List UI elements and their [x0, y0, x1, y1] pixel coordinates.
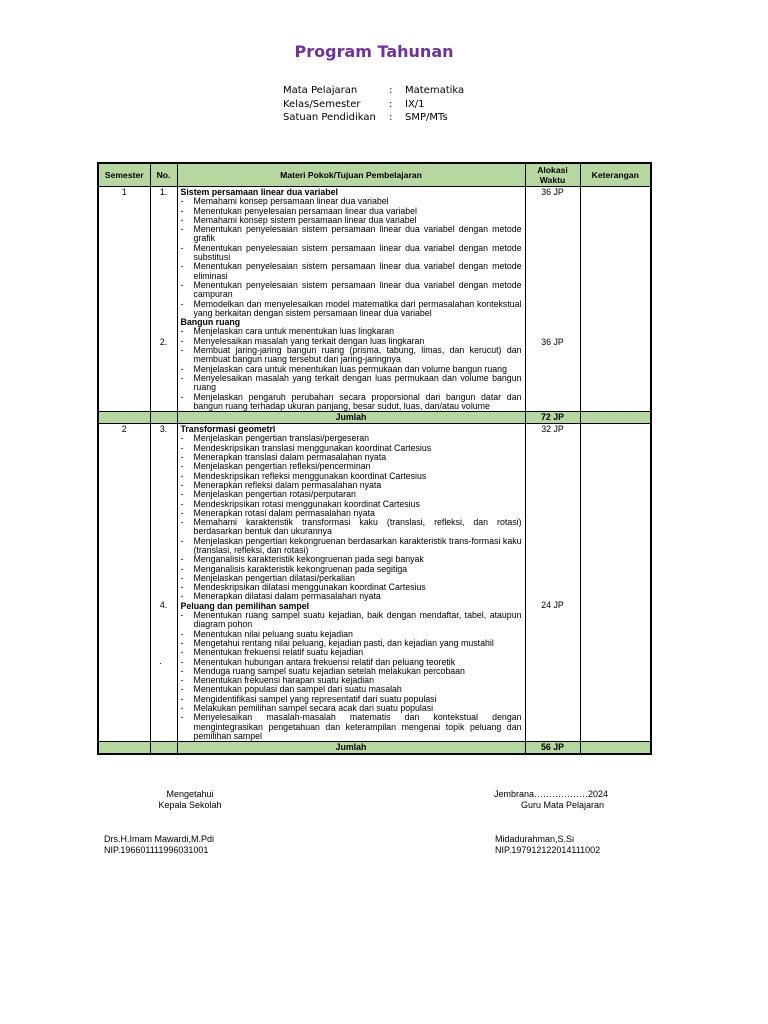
keterangan-cell	[580, 424, 651, 742]
signature-nip: NIP.196601111996031001	[104, 845, 209, 855]
sum-blank	[98, 742, 150, 755]
list-item: - Melakukan pemilihan sampel secara acak dari suatu populasi	[181, 704, 522, 713]
list-item: - Menentukan frekuensi harapan suatu kejadian	[181, 676, 522, 685]
sum-row	[98, 742, 651, 755]
signature-left-header	[140, 789, 240, 811]
list-item: - Menentukan hubungan antara frekuensi relatif dan peluang teoretik	[181, 658, 522, 667]
signature-left-name-block	[104, 834, 214, 856]
semester-cell: 2	[98, 424, 150, 742]
keterangan-cell	[580, 187, 651, 412]
signature-nip: NIP.197912122014111002	[495, 845, 601, 855]
signature-role: Guru Mata Pelajaran	[521, 800, 605, 810]
list-item: - Menerapkan dilatasi dalam permasalahan nyata	[181, 592, 522, 601]
list-item: - Menerapkan rotasi dalam permasalahan nyata	[181, 509, 522, 518]
header-alokasi: Alokasi Waktu	[525, 163, 580, 187]
list-item: - Menjelaskan pengertian kekongruenan berdasarkan karakteristik trans-formasi kaku (translasi, refleksi, dan rotasi)	[181, 537, 522, 556]
list-item: - Memodelkan dan menyelesaikan model matematika dari permasalahan kontekstual yang berkaitan dengan sistem persamaan linear dua variabel	[181, 300, 522, 319]
meta-value: Matematika	[405, 85, 465, 96]
list-item: - Memahami konsep sistem persamaan linear dua variabel	[181, 216, 522, 225]
meta-row-subject	[283, 84, 464, 98]
list-item: - Menerapkan translasi dalam permasalahan nyata	[181, 453, 522, 462]
number-cell	[150, 424, 177, 742]
list-item: - Menentukan populasi dan sampel dari suatu masalah	[181, 685, 522, 694]
allocation-value: 36 JP	[541, 337, 564, 347]
signature-name: Midadurahman,S.Si	[495, 834, 575, 844]
list-item: - Menentukan penyelesaian sistem persamaan linear dua variabel dengan metode eliminasi	[181, 262, 522, 281]
topic-title: Peluang dan pemilihan sampel	[180, 600, 310, 611]
list-item: - Menyelesaikan masalah-masalah matematis dan kontekstual dengan mengintegrasikan pengetahuan dan keterampilan mengenai topik peluang dan pemilihan sampel	[181, 713, 522, 741]
header-keterangan: Keterangan	[580, 163, 651, 187]
topic-number: 2.	[159, 337, 168, 347]
materi-cell	[177, 187, 525, 412]
table-row	[98, 424, 651, 742]
list-item: - Menjelaskan pengaruh perubahan secara proporsional dari bangun datar dan bangun ruang terhadap ukuran panjang, besar sudut, luas, dan/atau volume	[181, 393, 522, 412]
topic-number: 3.	[159, 424, 168, 435]
list-item: - Menduga ruang sampel suatu kejadian setelah melakukan percobaan	[181, 667, 522, 676]
sum-label: Jumlah	[177, 412, 525, 424]
meta-sep: :	[389, 85, 393, 96]
document-meta	[283, 84, 464, 125]
topic-title: Sistem persamaan linear dua variabel	[180, 187, 338, 197]
signature-place-date: Jembrana………………2024	[494, 789, 609, 799]
sum-blank	[580, 742, 651, 755]
list-item: - Menentukan ruang sampel suatu kejadian, baik dengan mendaftar, tabel, ataupun diagram pohon	[181, 611, 522, 630]
list-item: - Memahami konsep persamaan linear dua variabel	[181, 197, 522, 206]
allocation-value: 24 JP	[541, 600, 564, 611]
stray-dot: .	[159, 656, 162, 667]
list-item: - Menyelesaikan masalah yang terkait dengan luas lingkaran	[181, 337, 522, 346]
objective-list	[181, 327, 522, 411]
list-item: - Menentukan nilai peluang suatu kejadian	[181, 630, 522, 639]
materi-content	[178, 187, 525, 411]
signature-role: Kepala Sekolah	[158, 800, 222, 810]
allocation-value: 32 JP	[541, 424, 564, 435]
list-item: - Mengetahui rentang nilai peluang, kejadian pasti, dan kejadian yang mustahil	[181, 639, 522, 648]
header-semester: Semester	[98, 163, 150, 187]
topic-title: Bangun ruang	[180, 317, 241, 328]
allocation-cell	[525, 424, 580, 742]
list-item: - Mendeskripsikan translasi menggunakan koordinat Cartesius	[181, 444, 522, 453]
sum-row	[98, 412, 651, 424]
table-row	[98, 187, 651, 412]
list-item: - Menentukan penyelesaian persamaan linear dua variabel	[181, 207, 522, 216]
meta-value: SMP/MTs	[405, 112, 448, 123]
sum-value: 72 JP	[525, 412, 580, 424]
sum-blank	[150, 742, 177, 755]
list-item: - Menerapkan refleksi dalam permasalahan nyata	[181, 481, 522, 490]
list-item: - Menentukan frekuensi relatif suatu kejadian	[181, 648, 522, 657]
list-item: - Mendeskripsikan dilatasi menggunakan koordinat Cartesius	[181, 583, 522, 592]
list-item: - Menganalisis karakteristik kekongruenan pada segi banyak	[181, 555, 522, 564]
meta-key: Kelas/Semester	[283, 98, 361, 110]
list-item: - Menjelaskan pengertian refleksi/pencerminan	[181, 462, 522, 471]
list-item: - Menyelesaikan masalah yang terkait dengan luas permukaan dan volume bangun ruang	[181, 374, 522, 393]
signature-right-header	[494, 789, 624, 811]
list-item: - Menganalisis karakteristik kekongruenan pada segitiga	[181, 565, 522, 574]
list-item: - Mendeskripsikan refleksi menggunakan koordinat Cartesius	[181, 472, 522, 481]
list-item: - Menjelaskan cara untuk menentukan luas permukaan dan volume bangun ruang	[181, 365, 522, 374]
signature-name: Drs.H.Imam Mawardi,M.Pdi	[104, 834, 215, 844]
sum-label: Jumlah	[177, 742, 525, 755]
materi-cell	[177, 424, 525, 742]
semester-cell: 1	[98, 187, 150, 412]
meta-key: Satuan Pendidikan	[283, 112, 376, 123]
meta-value: IX/1	[405, 98, 425, 110]
meta-sep: :	[389, 98, 393, 110]
header-materi: Materi Pokok/Tujuan Pembelajaran	[177, 163, 525, 187]
meta-row-school	[283, 111, 464, 125]
number-cell	[150, 187, 177, 412]
list-item: - Menjelaskan pengertian dilatasi/perkalian	[181, 574, 522, 583]
list-item: - Menentukan penyelesaian sistem persamaan linear dua variabel dengan metode substitusi	[181, 244, 522, 263]
meta-row-class	[283, 98, 464, 112]
list-item: - Menentukan penyelesaian sistem persamaan linear dua variabel dengan metode campuran	[181, 281, 522, 300]
page-title: Program Tahunan	[294, 42, 454, 61]
signature-label: Mengetahui	[166, 789, 214, 799]
list-item: - Membuat jaring-jaring bangun ruang (prisma, tabung, limas, dan kerucut) dan membuat bangun ruang tersebut dari jaring-jaringnya	[181, 346, 522, 365]
list-item: - Menentukan penyelesaian sistem persamaan linear dua variabel dengan metode grafik	[181, 225, 522, 244]
topic-title: Transformasi geometri	[180, 424, 276, 435]
allocation-cell	[525, 187, 580, 412]
meta-sep: :	[389, 112, 393, 123]
list-item: - Menjelaskan pengertian rotasi/perputaran	[181, 490, 522, 499]
meta-key: Mata Pelajaran	[283, 85, 358, 96]
list-item: - Menjelaskan cara untuk menentukan luas lingkaran	[181, 327, 522, 336]
list-item: - Menjelaskan pengertian translasi/pergeseran	[181, 434, 522, 443]
objective-list	[181, 611, 522, 741]
topic-number: 1.	[159, 187, 168, 197]
list-item: - Mendeskripsikan rotasi menggunakan koordinat Cartesius	[181, 500, 522, 509]
signature-right-name-block	[495, 834, 600, 856]
list-item: - Memahami karakteristik transformasi kaku (translasi, refleksi, dan rotasi) berdasarkan bentuk dan ukurannya	[181, 518, 522, 537]
sum-blank	[98, 412, 150, 424]
header-no: No.	[150, 163, 177, 187]
table-header-row	[98, 163, 651, 187]
allocation-value: 36 JP	[541, 187, 564, 197]
objective-list	[181, 197, 522, 318]
topic-number: 4.	[159, 600, 168, 611]
objective-list	[181, 434, 522, 601]
sum-value: 56 JP	[525, 742, 580, 755]
materi-content	[178, 424, 525, 741]
sum-blank	[150, 412, 177, 424]
sum-blank	[580, 412, 651, 424]
list-item: - Mengidentifikasi sampel yang representatif dari suatu populasi	[181, 695, 522, 704]
program-table	[97, 162, 652, 755]
